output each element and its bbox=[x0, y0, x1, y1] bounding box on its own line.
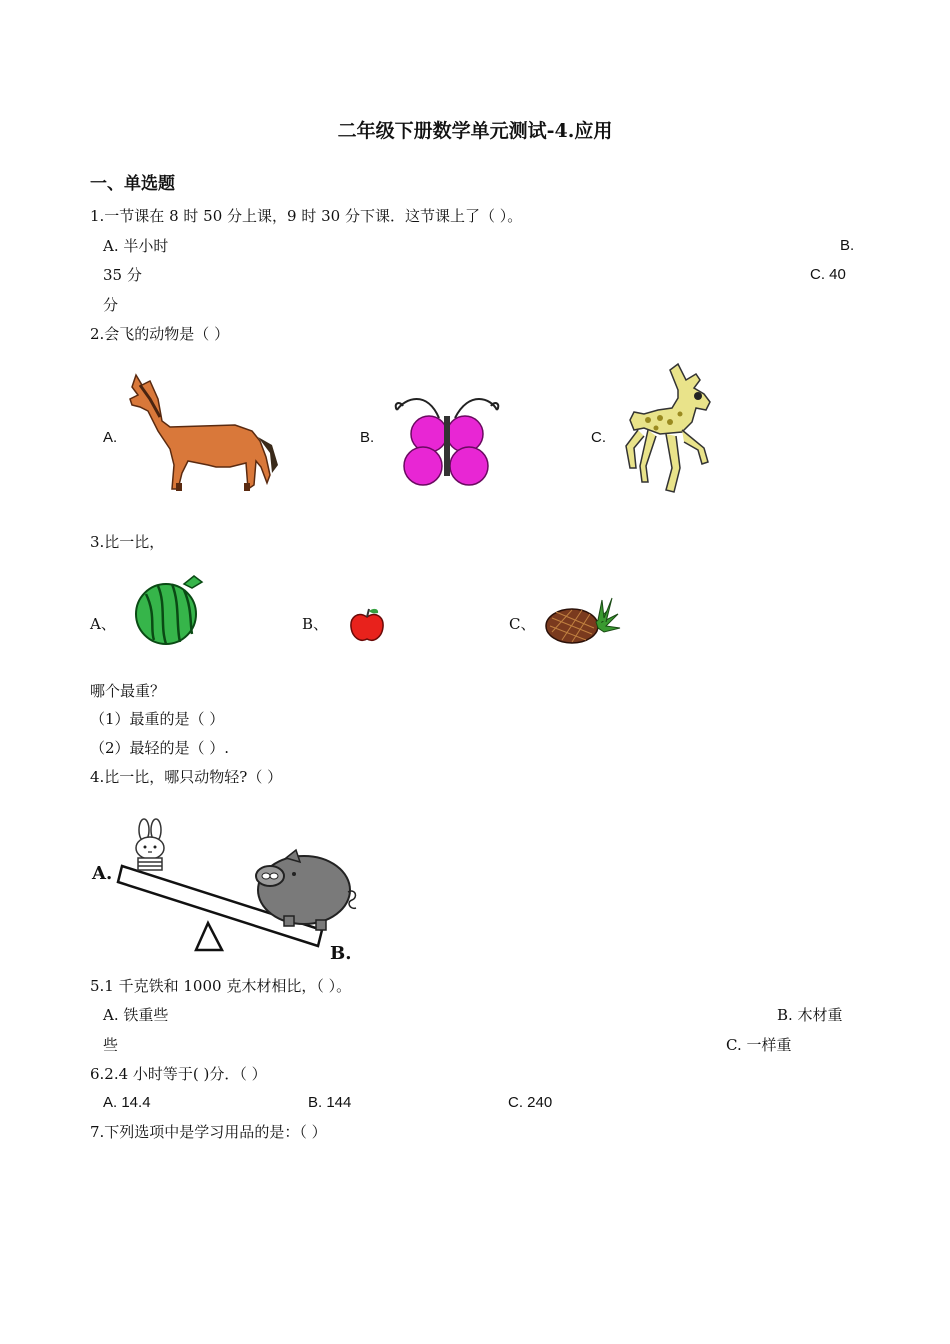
page-title: 二年级下册数学单元测试-4.应用 bbox=[337, 120, 613, 142]
seesaw-image bbox=[90, 818, 365, 964]
q4-stem: 4.比一比，哪只动物轻?（ ） bbox=[90, 768, 283, 786]
q3-option-b-label[interactable]: B、 bbox=[302, 615, 329, 633]
q3-question: 哪个最重？ bbox=[90, 682, 166, 700]
watermelon-icon bbox=[136, 576, 202, 644]
q3-part-2: （2）最轻的是（ ）. bbox=[90, 739, 230, 757]
q1-option-c-tail[interactable]: 分 bbox=[103, 296, 119, 314]
q1-option-b-text[interactable]: 35 分 bbox=[103, 266, 142, 284]
q3-part-1: （1）最重的是（ ） bbox=[90, 710, 225, 728]
pineapple-image[interactable] bbox=[542, 592, 622, 648]
seesaw-label-a[interactable]: A. bbox=[92, 863, 113, 884]
q6-option-c[interactable]: C. 240 bbox=[508, 1094, 553, 1111]
deer-icon bbox=[626, 364, 710, 492]
q3-option-a-label[interactable]: A、 bbox=[90, 615, 116, 633]
q5-stem: 5.1 千克铁和 1000 克木材相比，（ ）。 bbox=[90, 977, 352, 995]
horse-icon bbox=[130, 375, 278, 491]
q3-option-c-label[interactable]: C、 bbox=[509, 615, 536, 633]
deer-image[interactable] bbox=[608, 350, 722, 502]
apple-icon bbox=[351, 609, 383, 640]
q2-option-a-label[interactable]: A. bbox=[103, 429, 118, 446]
q7-stem: 7.下列选项中是学习用品的是：（ ） bbox=[90, 1123, 327, 1141]
q2-option-c-label[interactable]: C. bbox=[591, 429, 606, 446]
q3-stem: 3.比一比， bbox=[90, 533, 165, 551]
pineapple-icon bbox=[546, 598, 620, 643]
q2-stem: 2.会飞的动物是（ ） bbox=[90, 325, 230, 343]
q2-option-b-label[interactable]: B. bbox=[360, 429, 375, 446]
q1-option-c[interactable]: C. 40 bbox=[810, 266, 846, 283]
section-heading: 一、单选题 bbox=[90, 174, 175, 194]
q5-option-b-tail[interactable]: 些 bbox=[103, 1036, 119, 1054]
q5-option-c[interactable]: C. 一样重 bbox=[726, 1036, 792, 1054]
q6-option-a[interactable]: A. 14.4 bbox=[103, 1094, 151, 1111]
q1-option-a[interactable]: A. 半小时 bbox=[103, 237, 169, 255]
seesaw-icon bbox=[118, 819, 356, 950]
horse-image[interactable] bbox=[120, 365, 288, 500]
rabbit-icon bbox=[136, 819, 164, 870]
apple-image[interactable] bbox=[346, 605, 388, 645]
seesaw-label-b[interactable]: B. bbox=[330, 943, 352, 964]
watermelon-image[interactable] bbox=[132, 574, 208, 646]
q6-stem: 6.2.4 小时等于( )分．（ ） bbox=[90, 1065, 267, 1083]
q5-option-b[interactable]: B. 木材重 bbox=[777, 1006, 843, 1024]
q6-option-b[interactable]: B. 144 bbox=[308, 1094, 352, 1111]
q5-option-a[interactable]: A. 铁重些 bbox=[103, 1006, 169, 1024]
butterfly-image[interactable] bbox=[377, 380, 519, 498]
q1-stem: 1.一节课在 8 时 50 分上课，9 时 30 分下课．这节课上了（ ）。 bbox=[90, 207, 523, 225]
butterfly-icon bbox=[396, 399, 499, 485]
q1-option-b-letter[interactable]: B. bbox=[840, 237, 855, 254]
